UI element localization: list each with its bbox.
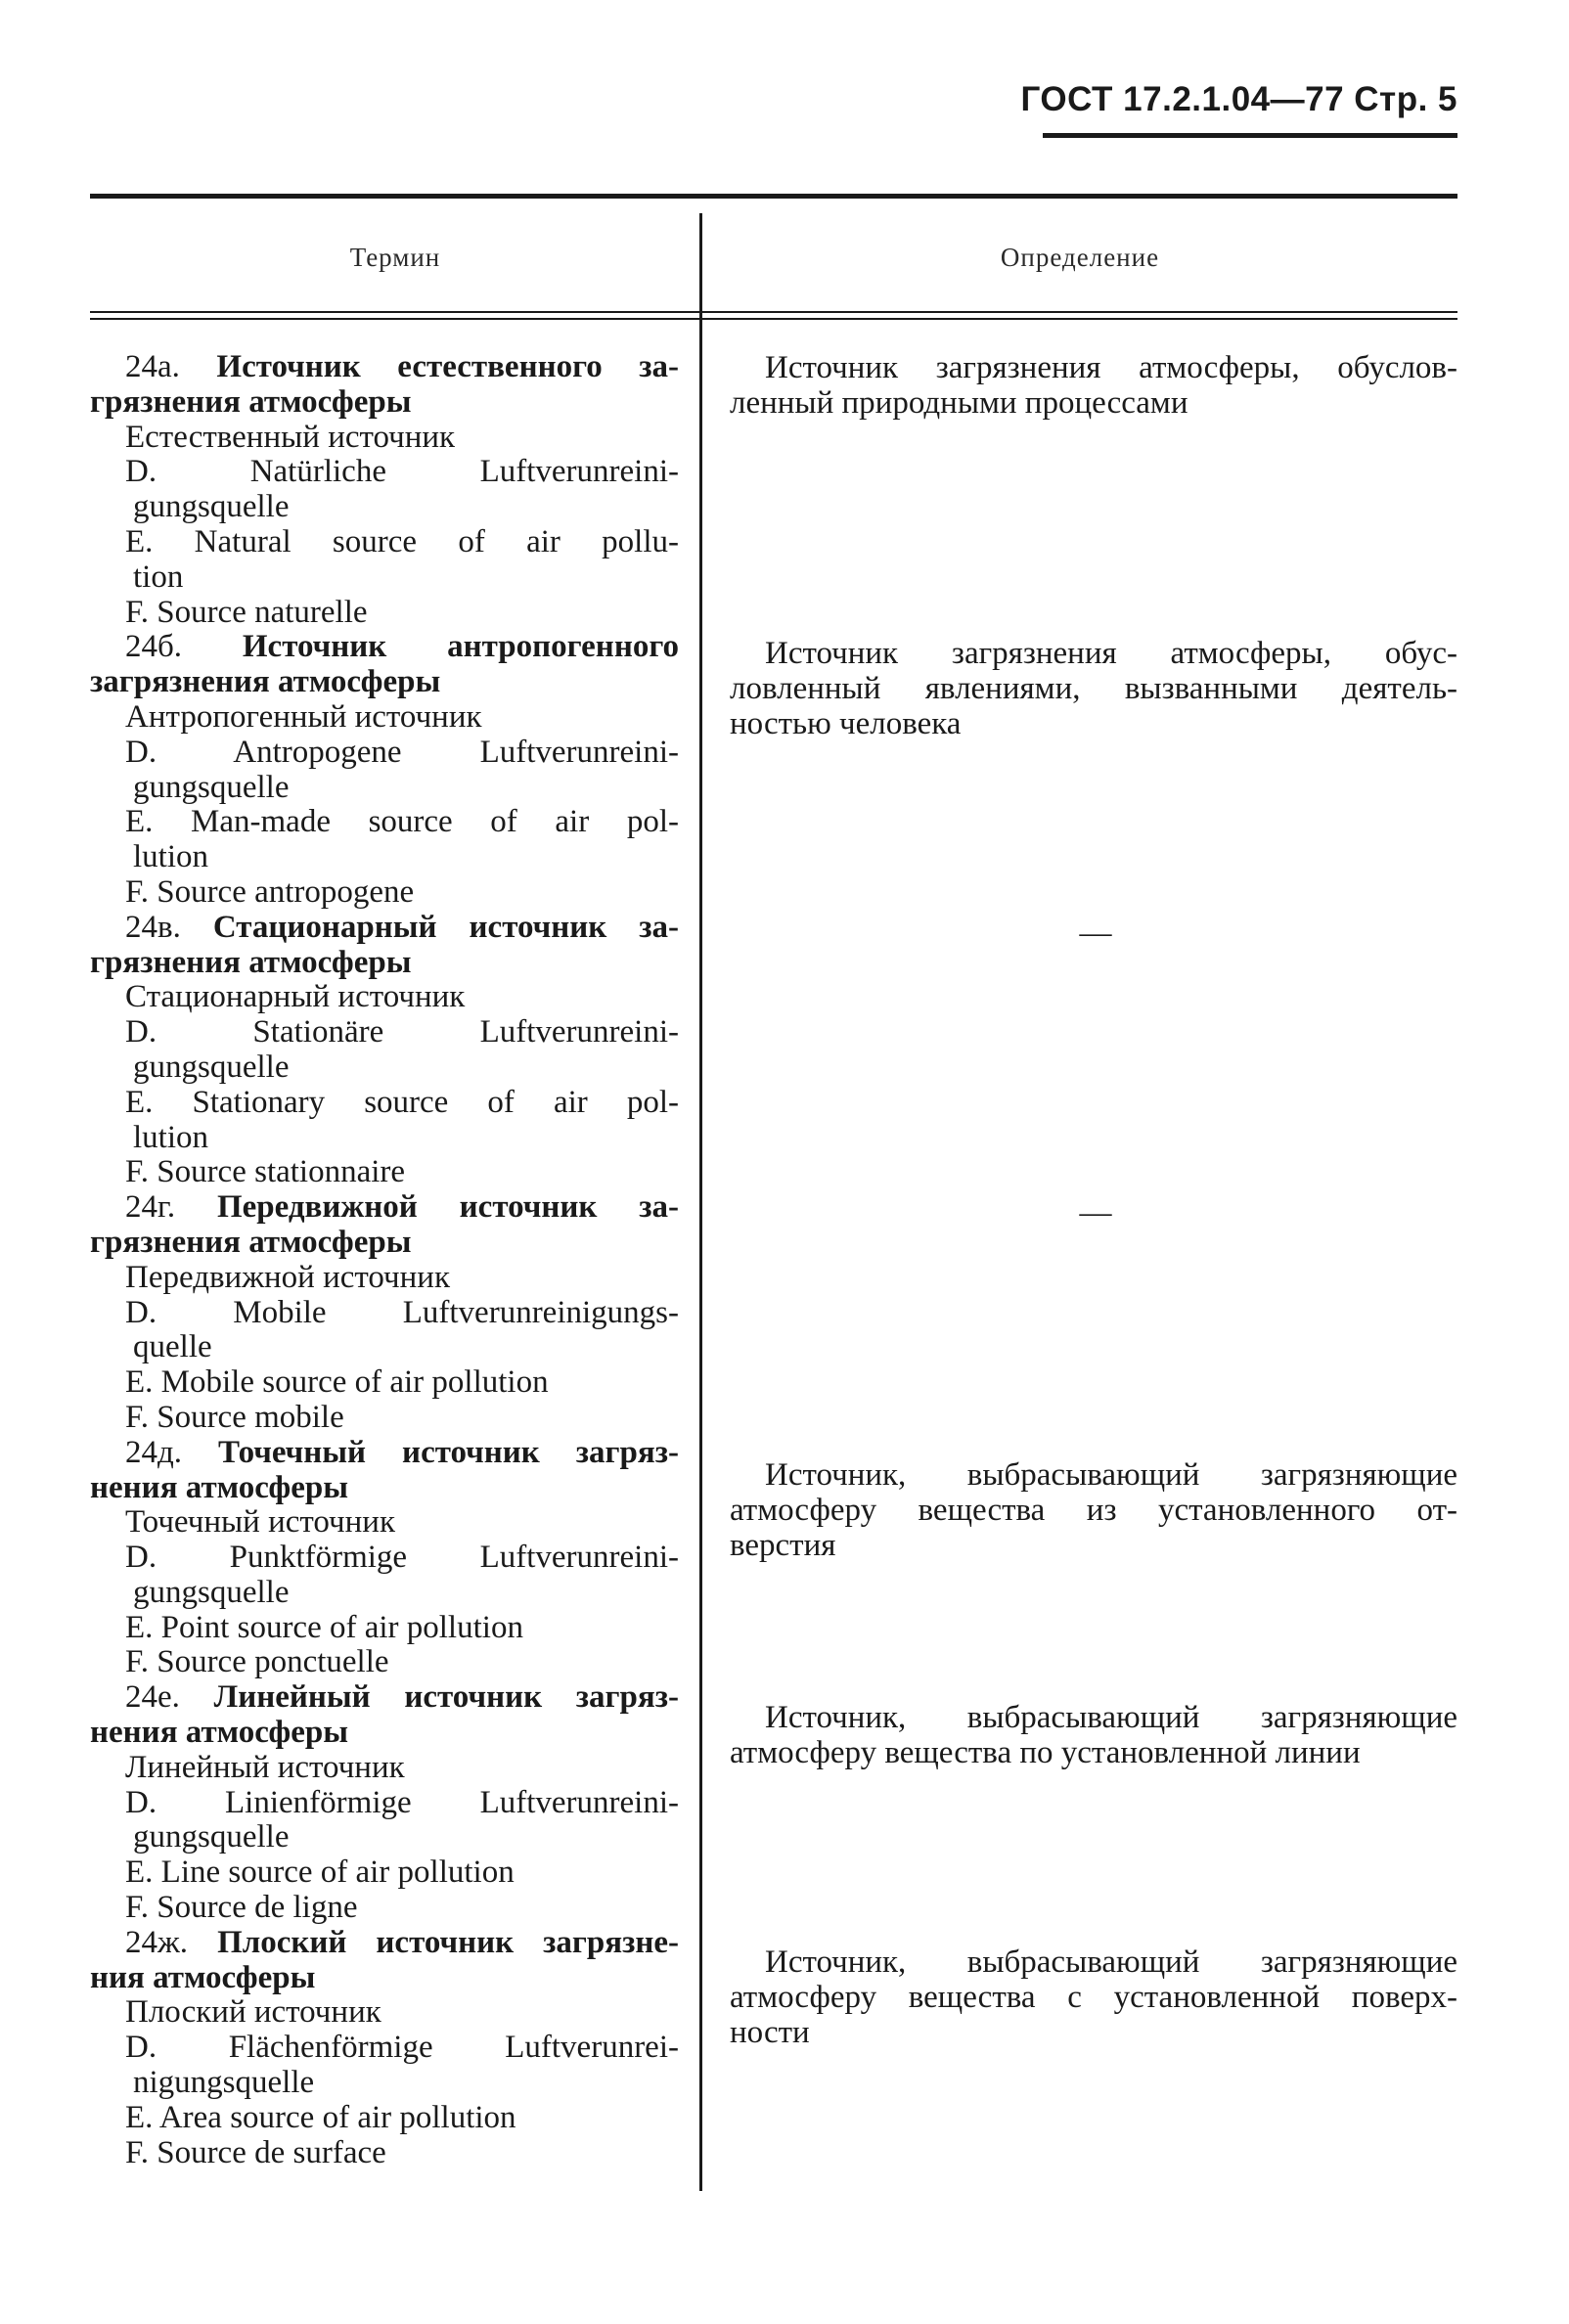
- term-english: tion: [133, 559, 184, 595]
- term-short-name: Естественный источник: [125, 419, 456, 455]
- term-number: 24д.: [125, 1434, 183, 1470]
- term-title-line: [90, 350, 679, 385]
- term-entry: [90, 1436, 679, 1681]
- term-entry: [90, 630, 679, 910]
- term-title-continuation: грязнения атмосферы: [90, 383, 412, 420]
- term-title-line: [90, 1436, 679, 1471]
- term-english: E. Point source of air pollution: [125, 1609, 523, 1645]
- term-title: Передвижной источник за-: [216, 1189, 679, 1226]
- definition-line: Источник, выбрасывающий загрязняющие: [765, 1700, 1457, 1735]
- term-french: F. Source naturelle: [125, 594, 368, 630]
- term-entry: [90, 350, 679, 630]
- term-german: D. Punktförmige Luftverunreini-: [125, 1540, 679, 1576]
- definition-line: Источник, выбрасывающий загрязняющие: [765, 1457, 1457, 1493]
- term-title-line: [90, 1190, 679, 1226]
- definition-text: [730, 1457, 1457, 1563]
- term-title-continuation: нения атмосферы: [90, 1715, 348, 1751]
- term-english: lution: [133, 1119, 209, 1155]
- term-title-continuation: грязнения атмосферы: [90, 944, 412, 980]
- term-number: 24е.: [125, 1679, 180, 1716]
- term-short-name: Плоский источник: [125, 1994, 381, 2031]
- term-title: Точечный источник загряз-: [218, 1434, 679, 1470]
- definition-line: ности: [730, 2015, 810, 2050]
- definition-line: верстия: [730, 1528, 836, 1563]
- term-german: D. Linienförmige Luftverunreini-: [125, 1784, 679, 1820]
- term-title-line: [90, 630, 679, 665]
- definition-dash: —: [1079, 1195, 1112, 1230]
- term-title: Плоский источник загрязне-: [217, 1924, 680, 1960]
- term-german: nigungsquelle: [133, 2065, 315, 2101]
- term-german: gungsquelle: [133, 1049, 290, 1085]
- term-german: gungsquelle: [133, 1819, 290, 1855]
- term-german: D. Flächenförmige Luftverunrei-: [125, 2030, 679, 2066]
- term-entry: [90, 1190, 679, 1436]
- definition-line: атмосферу вещества по установленной линии: [730, 1735, 1361, 1770]
- term-english: E. Area source of air pollution: [125, 2099, 516, 2135]
- term-column: [90, 350, 679, 2170]
- term-short-name: Линейный источник: [125, 1749, 405, 1785]
- term-number: 24г.: [125, 1189, 176, 1226]
- term-german: D. Stationäre Luftverunreini-: [125, 1014, 679, 1050]
- term-entry: [90, 1926, 679, 2171]
- header-double-rule-top: [90, 311, 1457, 313]
- term-title: Линейный источник загряз-: [213, 1679, 680, 1716]
- term-title-line: [90, 1680, 679, 1716]
- term-title-line: [90, 911, 679, 946]
- table-top-rule: [90, 194, 1457, 199]
- term-number: 24а.: [125, 349, 180, 384]
- term-french: F. Source stationnaire: [125, 1154, 406, 1190]
- term-short-name: Передвижной источник: [125, 1259, 450, 1295]
- term-french: F. Source mobile: [125, 1399, 344, 1435]
- term-french: F. Source de ligne: [125, 1890, 358, 1926]
- definition-line: Источник загрязнения атмосферы, обуслов-: [765, 350, 1457, 385]
- running-head: ГОСТ 17.2.1.04—77 Стр. 5: [1020, 80, 1457, 118]
- term-short-name: Стационарный источник: [125, 979, 466, 1015]
- term-title: Источник антропогенного: [242, 629, 679, 665]
- term-german: gungsquelle: [133, 1574, 290, 1610]
- definition-line: Источник загрязнения атмосферы, обус-: [765, 636, 1457, 671]
- definition-line: Источник, выбрасывающий загрязняющие: [765, 1944, 1457, 1980]
- term-english: E. Stationary source of air pol-: [125, 1084, 679, 1120]
- term-title-continuation: загрязнения атмосферы: [90, 664, 441, 700]
- term-german: D. Mobile Luftverunreinigungs-: [125, 1294, 679, 1330]
- term-title: Источник естественного за-: [216, 349, 679, 384]
- term-number: 24в.: [125, 909, 181, 945]
- definition-dash: —: [1079, 916, 1112, 951]
- term-english: lution: [133, 839, 209, 875]
- definition-line: ностью человека: [730, 706, 962, 741]
- term-german: D. Antropogene Luftverunreini-: [125, 734, 679, 770]
- term-english: E. Line source of air pollution: [125, 1855, 515, 1891]
- definition-text: [730, 1700, 1457, 1770]
- column-divider: [699, 213, 702, 2191]
- definition-line: ленный природными процессами: [730, 385, 1188, 421]
- term-title: Стационарный источник за-: [212, 909, 680, 945]
- term-german: gungsquelle: [133, 489, 290, 525]
- term-english: E. Natural source of air pollu-: [125, 523, 679, 559]
- running-head-rule: [1043, 133, 1457, 138]
- term-french: F. Source de surface: [125, 2134, 386, 2170]
- term-number: 24ж.: [125, 1924, 189, 1960]
- term-english: E. Mobile source of air pollution: [125, 1364, 549, 1401]
- column-header-definition: Определение: [1000, 243, 1160, 272]
- definition-line: ловленный явлениями, вызванными деятель-: [730, 671, 1457, 706]
- header-double-rule-bottom: [90, 318, 1457, 320]
- definition-line: атмосферу вещества с установленной поверх-: [730, 1980, 1457, 2015]
- term-french: F. Source ponctuelle: [125, 1644, 389, 1680]
- definition-text: [730, 636, 1457, 741]
- definition-text: [730, 1944, 1457, 2050]
- column-header-term: Термин: [349, 243, 441, 272]
- definition-text: [730, 350, 1457, 421]
- term-title-continuation: грязнения атмосферы: [90, 1224, 412, 1260]
- term-title-continuation: ния атмосферы: [90, 1959, 316, 1995]
- term-short-name: Точечный источник: [125, 1504, 395, 1541]
- term-title-continuation: нения атмосферы: [90, 1469, 348, 1505]
- term-entry: [90, 1680, 679, 1926]
- term-entry: [90, 911, 679, 1190]
- term-title-line: [90, 1926, 679, 1961]
- term-english: E. Man-made source of air pol-: [125, 804, 679, 840]
- term-german: quelle: [133, 1329, 212, 1365]
- definition-line: атмосферу вещества из установленного от-: [730, 1493, 1457, 1528]
- term-german: D. Natürliche Luftverunreini-: [125, 454, 679, 490]
- term-french: F. Source antropogene: [125, 873, 415, 910]
- term-number: 24б.: [125, 629, 183, 665]
- term-german: gungsquelle: [133, 769, 290, 805]
- term-short-name: Антропогенный источник: [125, 698, 482, 735]
